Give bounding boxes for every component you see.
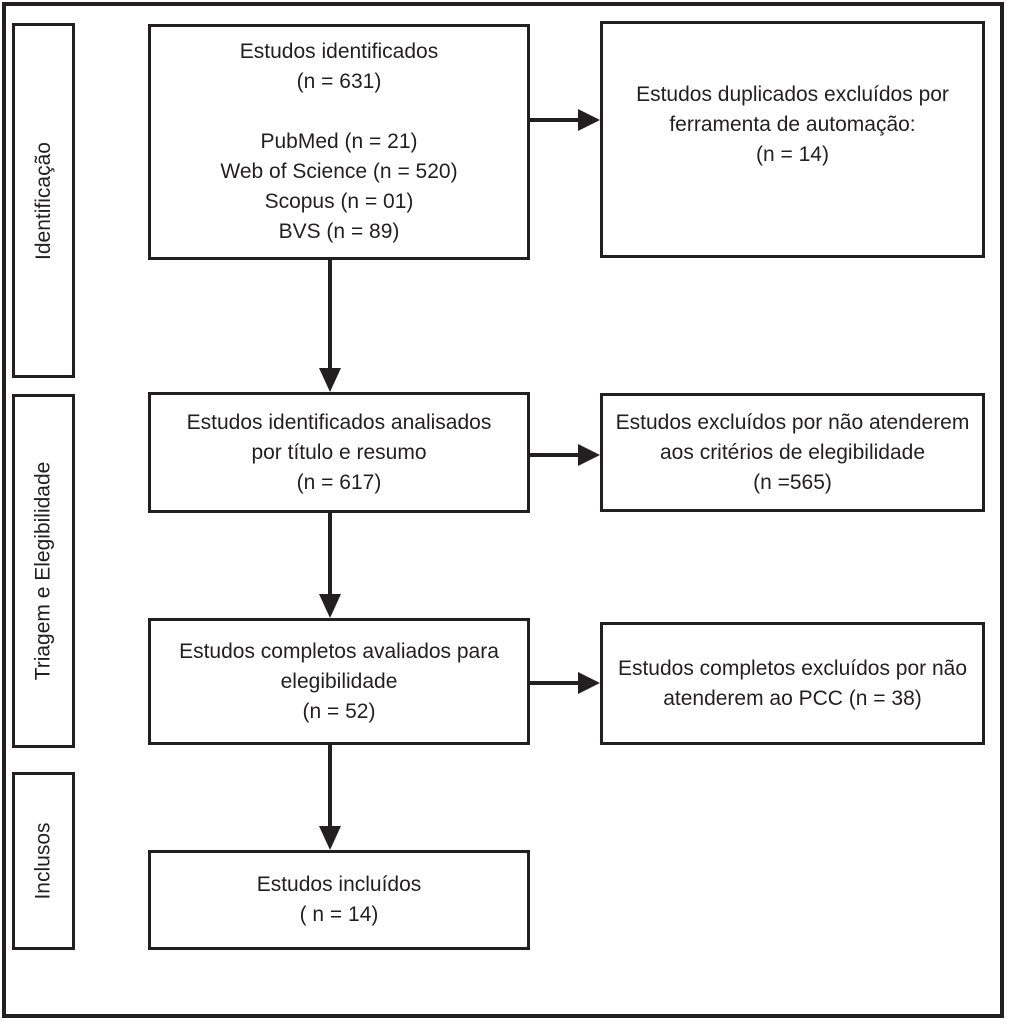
arrow-identified-to-screened-line <box>328 260 332 370</box>
box-fulltext-assessed <box>148 618 530 745</box>
box-studies-identified <box>148 24 530 260</box>
screened-line-2: por título e resumo <box>251 440 427 464</box>
fulltext-count: (n = 52) <box>302 699 376 723</box>
stage-inclusos <box>12 772 75 950</box>
screened-excluded-line-1: Estudos excluídos por não atenderem <box>615 410 970 434</box>
arrow-fulltext-to-excluded-head <box>578 672 600 694</box>
arrow-screened-to-excluded-head <box>578 444 600 466</box>
box-fulltext-excluded <box>600 622 985 745</box>
arrow-fulltext-to-included-line <box>328 745 332 828</box>
box-studies-included <box>148 850 530 950</box>
screened-line-1: Estudos identificados analisados <box>186 410 492 434</box>
fulltext-excluded-line-1: Estudos completos excluídos por não <box>617 656 968 680</box>
box-duplicates-excluded <box>600 21 985 258</box>
arrow-identified-to-duplicates-head <box>578 109 600 131</box>
fulltext-line-2: elegibilidade <box>280 669 398 693</box>
duplicates-excluded-count: (n = 14) <box>756 142 829 166</box>
arrow-screened-to-fulltext-head <box>319 594 341 618</box>
fulltext-excluded-line-2: atenderem ao PCC (n = 38) <box>663 686 922 710</box>
arrow-fulltext-to-included-head <box>319 826 341 850</box>
identified-title: Estudos identificados <box>239 40 439 63</box>
screened-excluded-line-2: aos critérios de elegibilidade <box>660 440 925 464</box>
source-web-of-science: Web of Science (n = 520) <box>220 160 458 183</box>
arrow-screened-to-fulltext-line <box>328 513 332 596</box>
arrow-identified-to-screened-head <box>319 368 341 392</box>
stage-triagem-elegibilidade-label: Triagem e Elegibilidade <box>31 461 55 681</box>
source-scopus: Scopus (n = 01) <box>264 190 414 213</box>
identified-count: (n = 631) <box>296 70 382 93</box>
included-line-1: Estudos incluídos <box>256 873 422 896</box>
arrow-screened-to-excluded-line <box>530 453 580 457</box>
arrow-fulltext-to-excluded-line <box>530 681 580 685</box>
arrow-identified-to-duplicates-line <box>530 118 580 122</box>
stage-identificacao-label: Identificação <box>31 141 55 260</box>
duplicates-excluded-line-1: Estudos duplicados excluídos por <box>636 82 949 106</box>
included-count: ( n = 14) <box>299 903 379 926</box>
box-screened-title-abstract <box>148 392 530 513</box>
source-bvs: BVS (n = 89) <box>278 220 400 243</box>
box-screened-excluded <box>600 393 985 512</box>
stage-inclusos-label: Inclusos <box>31 822 55 900</box>
duplicates-excluded-line-2: ferramenta de automação: <box>669 112 916 136</box>
stage-identificacao <box>12 23 75 378</box>
fulltext-line-1: Estudos completos avaliados para <box>179 639 499 663</box>
screened-count: (n = 617) <box>296 470 382 494</box>
screened-excluded-count: (n =565) <box>753 470 832 494</box>
stage-triagem-elegibilidade <box>12 394 75 748</box>
source-pubmed: PubMed (n = 21) <box>260 130 418 153</box>
